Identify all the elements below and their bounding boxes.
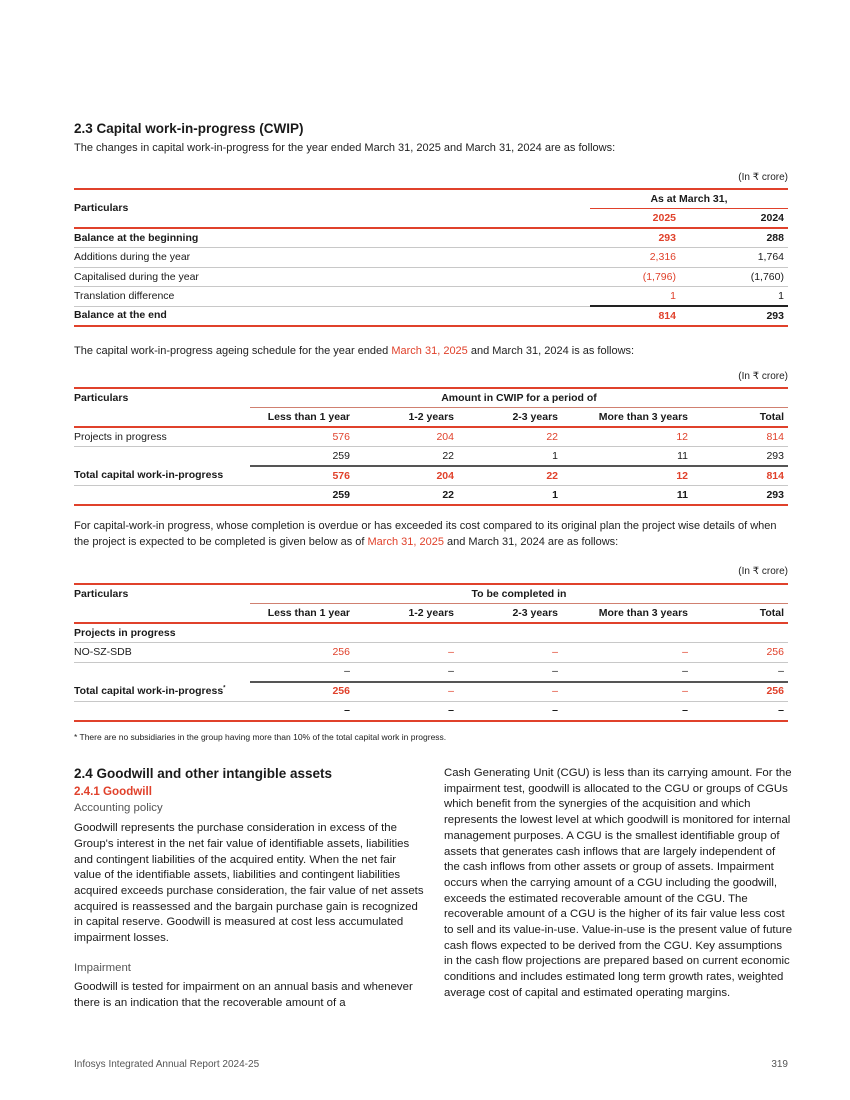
section-title-cwip: 2.3 Capital work-in-progress (CWIP)	[74, 121, 304, 136]
header-amount-period: Amount in CWIP for a period of	[250, 388, 788, 408]
table-row: Additions during the year 2,316 1,764	[74, 248, 788, 268]
section-title-goodwill: 2.4 Goodwill and other intangible assets	[74, 766, 333, 781]
highlight-date: March 31, 2025	[367, 536, 444, 548]
cwip-overdue-table: Particulars To be completed in Less than 1 year 1-2 years 2-3 years More than 3 years Total Projects in progress NO-SZ-SDB 256 – – – 256 – – – – – Total capital work-in-progress* 256 – – – 256 – – – – –	[74, 583, 788, 722]
table-row: 259 22 1 11 293	[74, 486, 788, 506]
table-row: Total capital work-in-progress* 256 – – – 256	[74, 682, 788, 702]
table-row: Translation difference 1 1	[74, 287, 788, 307]
footnote: * There are no subsidiaries in the group having more than 10% of the total capital work in progress.	[74, 732, 447, 742]
subsection-title-goodwill: 2.4.1 Goodwill	[74, 784, 152, 798]
table-row: Total capital work-in-progress 576 204 22 12 814	[74, 466, 788, 486]
header-particulars: Particulars	[74, 584, 250, 604]
cwip-ageing-table: Particulars Amount in CWIP for a period of Less than 1 year 1-2 years 2-3 years More than 3 years Total Projects in progress 576 204 22 12 814 259 22 1 11 293 Total capital work-in-progress 576 204 22 12 814 259 22 1 11 293	[74, 387, 788, 506]
impairment-text-left: Goodwill is tested for impairment on an annual basis and whenever there is an indication that the recoverable amount of a	[74, 981, 413, 1010]
goodwill-left-column	[74, 766, 424, 1012]
accounting-policy-heading: Accounting policy	[74, 802, 163, 815]
footer-report-title: Infosys Integrated Annual Report 2024-25	[74, 1059, 260, 1070]
goodwill-right-column	[444, 766, 794, 1002]
impairment-heading: Impairment	[74, 961, 131, 974]
cwip-intro: The changes in capital work-in-progress for the year ended March 31, 2025 and March 31, 2024 are as follows:	[74, 142, 616, 154]
table-row: Balance at the beginning 293 288	[74, 228, 788, 248]
accounting-policy-text: Goodwill represents the purchase consideration in excess of the Group's interest in the net fair value of identifiable assets, liabilities and contingent liabilities of the acquired entity. When the net fair value of the identifiable assets, liabilities and contingent liabilities acquired exceeds purchase consideration, the fair value of net assets acquired is reassessed and the bargain purchase gain is recognized in capital reserve. Goodwill is measured at cost less accumulated impairment losses.	[74, 822, 424, 945]
table-row: – – – – –	[74, 701, 788, 721]
header-to-be-completed: To be completed in	[250, 584, 788, 604]
impairment-text-right: Cash Generating Unit (CGU) is less than its carrying amount. For the impairment test, goodwill is allocated to the CGU or groups of CGUs which benefit from the synergies of the acquisition and which represents the lowest level at which goodwill is monitored for internal management purposes. A CGU is the smallest identifiable group of assets that generates cash inflows that are largely independent of the cash inflows from other assets or group of assets. Impairment occurs when the carrying amount of a CGU including the goodwill, exceeds the estimated recoverable amount of the CGU. The recoverable amount of a CGU is the higher of its fair value less cost to sell and its value-in-use. Value-in-use is the present value of future cash flows expected to be derived from the CGU. Key assumptions in the cash flow projections are prepared based on current economic conditions and includes estimated long term growth rates, weighted average cost of capital and estimated operating margins.	[444, 767, 793, 999]
ageing-intro: The capital work-in-progress ageing schedule for the year ended March 31, 2025 and March 31, 2024 is as follows:	[74, 345, 635, 357]
table-row: – – – – –	[74, 662, 788, 682]
header-as-at: As at March 31,	[590, 189, 788, 209]
unit-label-2: (In ₹ crore)	[738, 371, 788, 382]
header-2025: 2025	[652, 211, 676, 224]
unit-label-1: (In ₹ crore)	[738, 172, 788, 183]
overdue-intro: For capital-work-in progress, whose completion is overdue or has exceeded its cost compared to its original plan the project wise details of when the project is expected to be completed is given below as of March 31, 2025 and March 31, 2024 are as follows:	[74, 520, 777, 548]
table-row: Balance at the end 814 293	[74, 306, 788, 326]
header-particulars: Particulars	[74, 388, 250, 408]
table-row: NO-SZ-SDB 256 – – – 256	[74, 643, 788, 663]
cwip-changes-table	[74, 188, 788, 327]
highlight-date: March 31, 2025	[391, 345, 468, 357]
table-row: Capitalised during the year (1,796) (1,760)	[74, 267, 788, 287]
table-row: 259 22 1 11 293	[74, 447, 788, 467]
page-number: 319	[771, 1059, 788, 1070]
unit-label-3: (In ₹ crore)	[738, 566, 788, 577]
footnote-marker: *	[223, 685, 226, 692]
table-row: Projects in progress 576 204 22 12 814	[74, 427, 788, 447]
header-particulars: Particulars	[74, 189, 590, 228]
header-2024: 2024	[760, 211, 784, 224]
table-section-row: Projects in progress	[74, 623, 788, 643]
